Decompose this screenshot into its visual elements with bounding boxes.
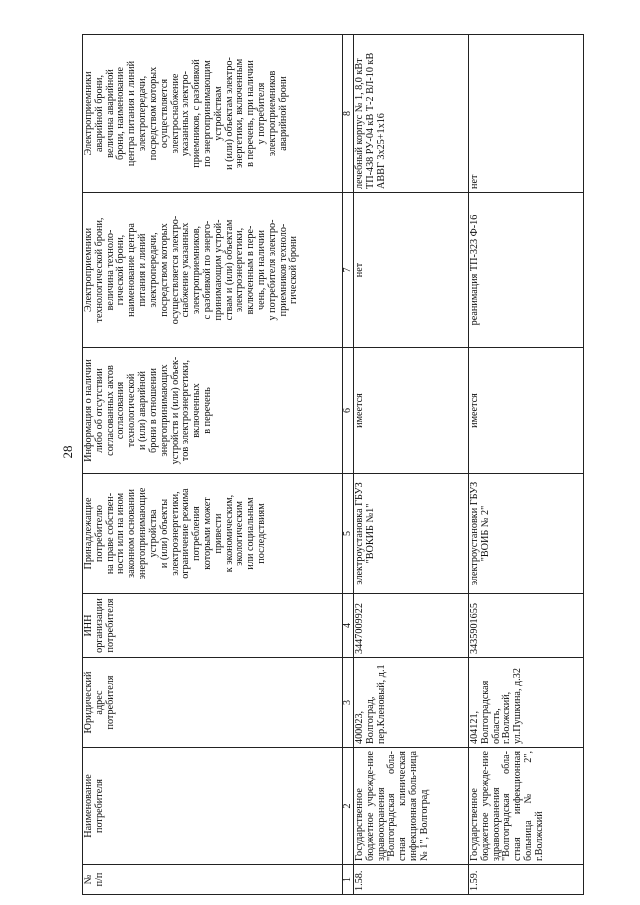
column-number: 5 bbox=[343, 474, 354, 594]
consumer-name: Государственное бюджетное учрежде-ние здравоохранения "Волгоградская обла-стная клиническая инфекционная боль-ница № 1", Волгоград bbox=[354, 748, 469, 865]
header-cell: № п/п bbox=[83, 865, 343, 895]
rotated-table-container bbox=[82, 34, 584, 895]
row-number: 1.58. bbox=[354, 865, 469, 895]
header-cell: Принадлежащие потребителю на праве собствен- ности или на ином законном основании энергопринимающие устройства и (или) объекты электроэнергетики, ограничение режима потребления которыми может привести к экономическим, экологическим или социальным последствиям bbox=[83, 474, 343, 594]
column-number: 4 bbox=[343, 594, 354, 658]
header-cell: Наименование потребителя bbox=[83, 748, 343, 865]
header-cell: ИНН организации потребителя bbox=[83, 594, 343, 658]
column-number: 7 bbox=[343, 193, 354, 348]
column-number: 6 bbox=[343, 348, 354, 474]
page-number: 28 bbox=[60, 445, 75, 459]
consumer-table bbox=[82, 34, 584, 895]
row-number: 1.59. bbox=[469, 865, 584, 895]
table-row bbox=[354, 35, 469, 895]
emergency-reserve: лечебный корпус № 1, 8,0 кВт ТП-438 РУ-04 кВ Т-2 ВЛ-10 кВ АВВГ 3х25+1х16 bbox=[354, 35, 469, 193]
column-number: 2 bbox=[343, 748, 354, 865]
header-cell: Юридический адрес потребителя bbox=[83, 658, 343, 748]
inn: 3435901655 bbox=[469, 594, 584, 658]
header-cell: Электроприемники аварийной брони, величина аварийной брони, наименование центра питания и линий электропередачи, посредством которых осуществляется электроснабжение указанных электро- приемников, с разбивкой по энергопринимающим устройствам и (или) объектам электро- энергетики, включенным в перечень, при наличии у потребителя электроприемников аварийной брони bbox=[83, 35, 343, 193]
table-row bbox=[469, 35, 584, 895]
technological-reserve: нет bbox=[354, 193, 469, 348]
power-devices: электроустановка ГБУЗ "ВОКИБ №1" bbox=[354, 474, 469, 594]
power-devices: электроустановки ГБУЗ "ВОИБ № 2" bbox=[469, 474, 584, 594]
reserve-acts: имеется bbox=[354, 348, 469, 474]
header-row bbox=[83, 35, 343, 895]
header-cell: Электроприемники технологической брони, величина техноло- гической брони, наименование центра питания и линий электропередачи, посредством которых осуществляется электро- снабжение указанных электроприемников, с разбивкой по энерго- принимающим устрой- ствам и (или) объектам электроэнергетики, включенным в пере- чень, при наличии у потребителя электро- приемников техноло- гической брони bbox=[83, 193, 343, 348]
header-cell: Информация о наличии либо об отсутствии согласованных актов согласования технологической и (или) аварийной брони в отношении энергопринимающих устройств и (или) объек- тов электроэнергетики, включенных в перечень bbox=[83, 348, 343, 474]
legal-address: 404121, Волгоградская область, г.Волжский, ул.Пушкина, д.32 bbox=[469, 658, 584, 748]
column-number: 8 bbox=[343, 35, 354, 193]
column-number-row bbox=[343, 35, 354, 895]
consumer-name: Государственное бюджетное учрежде-ние здравоохранения "Волгоградская обла-стная инфекционная больница № 2", г.Волжский bbox=[469, 748, 584, 865]
legal-address: 400023, Волгоград, пер.Кленовый, д.1 bbox=[354, 658, 469, 748]
column-number: 1 bbox=[343, 865, 354, 895]
inn: 3447009922 bbox=[354, 594, 469, 658]
emergency-reserve: нет bbox=[469, 35, 584, 193]
reserve-acts: имеется bbox=[469, 348, 584, 474]
technological-reserve: реанимация ТП-323 Ф-16 bbox=[469, 193, 584, 348]
column-number: 3 bbox=[343, 658, 354, 748]
